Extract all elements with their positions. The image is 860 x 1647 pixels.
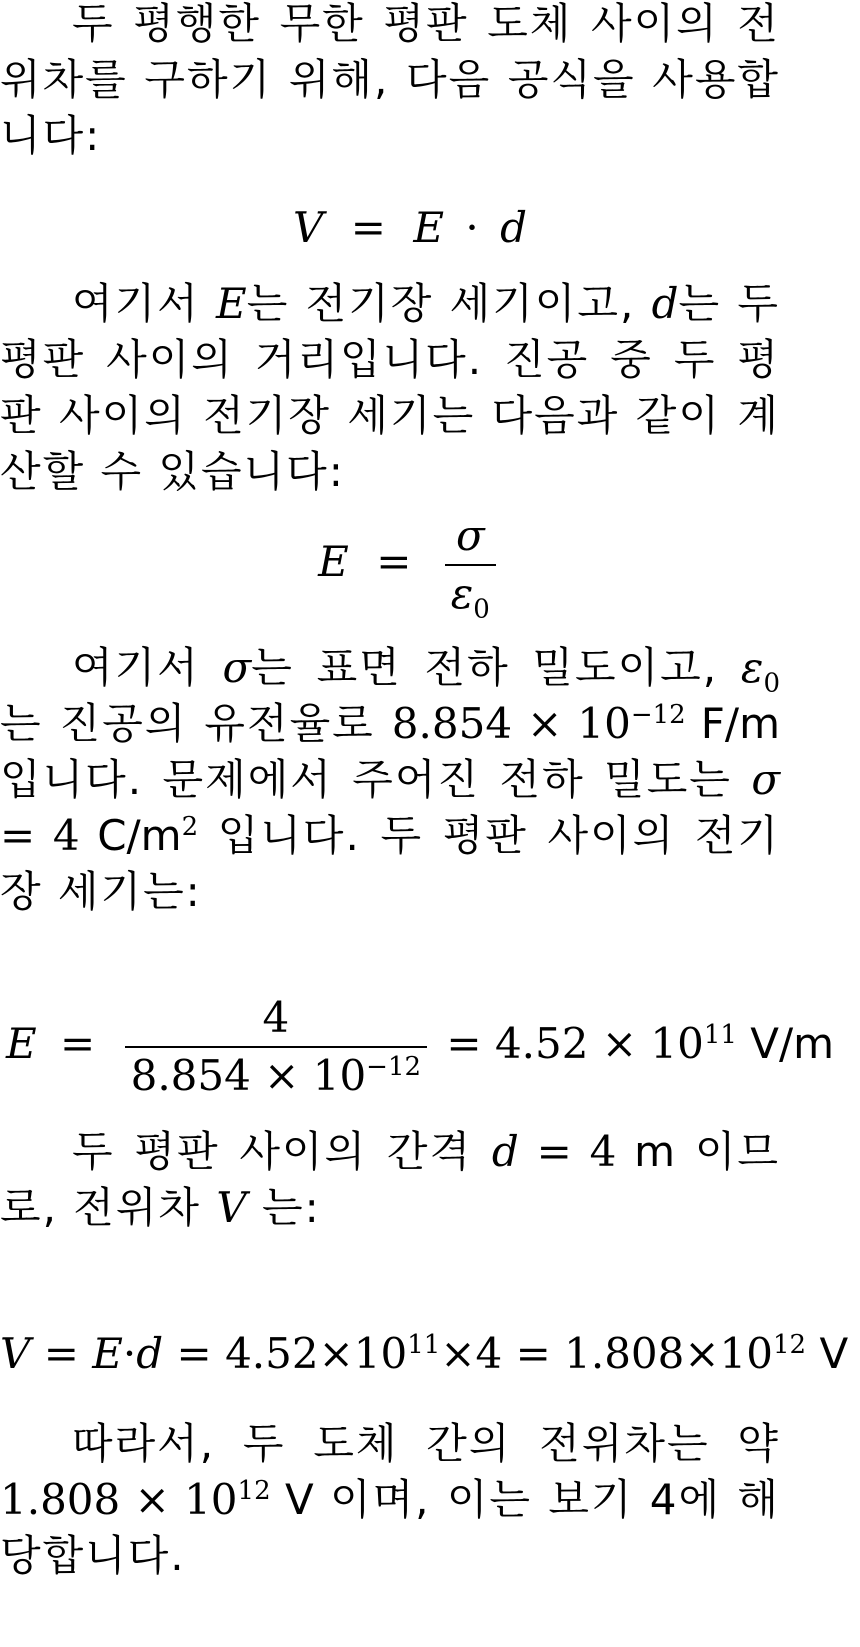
sigma-paragraph: 여기서 σ는 표면 전하 밀도이고, $\varepsilon_0$는 진공의 유전율로 $8.854 \times 10^{-12}$ F/m 입니다. 문제에서 주어진 전하 밀도는 σ = 4 $C/m^2$ 입니다. 두 평판 사이의 전기장 세기는: bbox=[0, 643, 780, 916]
eq1-equals: = bbox=[350, 203, 386, 252]
equation-v-equals-ed bbox=[0, 200, 820, 256]
eq1-v: V bbox=[293, 203, 324, 252]
definition-paragraph: 여기서 E는 전기장 세기이고, d는 두 평판 사이의 거리입니다. 진공 중 두 평판 사이의 전기장 세기는 다음과 같이 계산할 수 있습니다: bbox=[0, 279, 780, 496]
fraction-e-value: $\frac{4}{8.854 \times 10^{-12}}$ bbox=[125, 990, 427, 1104]
fraction-sigma-epsilon: $\frac{\sigma}{\varepsilon_0}$ bbox=[445, 508, 496, 622]
intro-paragraph: 두 평행한 무한 평판 도체 사이의 전위차를 구하기 위해, 다음 공식을 사용합니다: bbox=[0, 0, 780, 160]
conclusion-paragraph: 따라서, 두 도체 간의 전위차는 약 $1.808 \times 10^{12}$ V 이며, 이는 보기 4에 해당합니다. bbox=[0, 1419, 780, 1580]
equation-v-value: $V = E\cdot d = 4.52\times 10^{11}\times 4 = 1.808\times 10^{12}$ V bbox=[0, 1329, 849, 1378]
eq1-e: E bbox=[413, 203, 444, 252]
symbol-d: d bbox=[651, 279, 679, 328]
symbol-e: E bbox=[216, 279, 247, 328]
eq1-dot: · bbox=[465, 203, 479, 252]
equation-e-value: E = $\frac{4}{8.854 \times 10^{-12}}$ = $4.52 \times 10^{11}$ V/m bbox=[6, 990, 826, 1104]
distance-paragraph: 두 평판 사이의 간격 d = 4 m 이므로, 전위차 V 는: bbox=[0, 1127, 781, 1232]
eq1-d: d bbox=[500, 203, 527, 252]
equation-e-sigma-over-epsilon: E = $\frac{\sigma}{\varepsilon_0}$ bbox=[0, 508, 820, 622]
